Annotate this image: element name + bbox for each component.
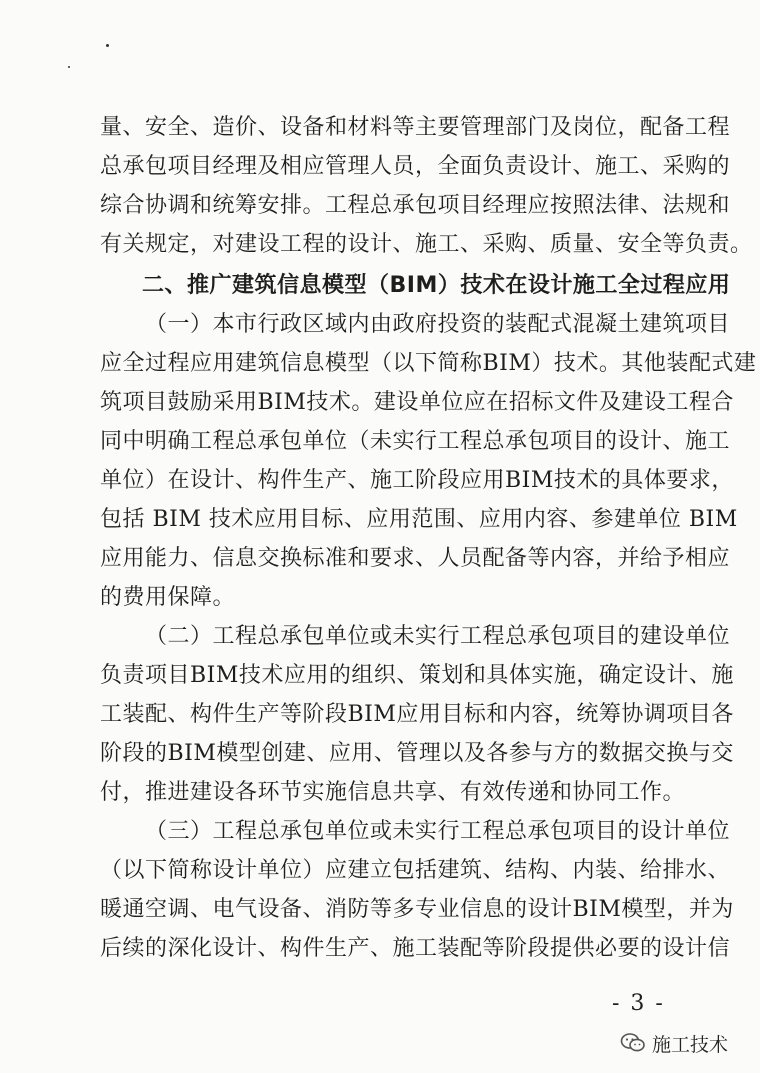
body-line: 单位）在设计、构件生产、施工阶段应用BIM技术的具体要求， xyxy=(100,468,734,493)
scan-speck xyxy=(68,66,70,68)
body-line: 负责项目BIM技术应用的组织、策划和具体实施，确定设计、施 xyxy=(100,663,734,688)
watermark-label: 施工技术 xyxy=(652,1033,729,1056)
wechat-icon xyxy=(620,1032,646,1054)
body-line: 工装配、构件生产等阶段BIM应用目标和内容，统筹协调项目各 xyxy=(100,702,734,727)
body-line: 的费用保障。 xyxy=(100,585,236,610)
body-line: （以下简称设计单位）应建立包括建筑、结构、内装、给排水、 xyxy=(100,858,731,883)
body-line: 有关规定，对建设工程的设计、施工、采购、质量、安全等负责。 xyxy=(100,232,753,257)
body-line: 总承包项目经理及相应管理人员，全面负责设计、施工、采购的 xyxy=(100,154,731,179)
body-line: 综合协调和统筹安排。工程总承包项目经理应按照法律、法规和 xyxy=(100,193,731,218)
body-line: 应全过程应用建筑信息模型（以下简称BIM）技术。其他装配式建 xyxy=(100,351,757,376)
body-line: 应用能力、信息交换标准和要求、人员配备等内容，并给予相应 xyxy=(100,546,731,571)
body-line: 付，推进建设各环节实施信息共享、有效传递和协同工作。 xyxy=(100,780,686,805)
paragraph-first-line: （一）本市行政区域内由政府投资的装配式混凝土建筑项目 xyxy=(145,312,731,337)
page-number: - 3 - xyxy=(612,991,665,1016)
paragraph-first-line: （三）工程总承包单位或未实行工程总承包项目的设计单位 xyxy=(145,819,731,844)
body-line: 包括 BIM 技术应用目标、应用范围、应用内容、参建单位 BIM xyxy=(100,507,738,532)
body-line: 暖通空调、电气设备、消防等多专业信息的设计BIM模型，并为 xyxy=(100,897,734,922)
section-heading: 二、推广建筑信息模型（BIM）技术在设计施工全过程应用 xyxy=(142,273,731,298)
body-line: 量、安全、造价、设备和材料等主要管理部门及岗位，配备工程 xyxy=(100,115,731,140)
body-line: 同中明确工程总承包单位（未实行工程总承包项目的设计、施工 xyxy=(100,429,731,454)
watermark xyxy=(620,1030,728,1056)
paragraph-first-line: （二）工程总承包单位或未实行工程总承包项目的建设单位 xyxy=(145,624,731,649)
scan-speck xyxy=(106,44,109,47)
body-line: 阶段的BIM模型创建、应用、管理以及各参与方的数据交换与交 xyxy=(100,741,734,766)
body-line: 筑项目鼓励采用BIM技术。建设单位应在招标文件及建设工程合 xyxy=(100,390,734,415)
body-line: 后续的深化设计、构件生产、施工装配等阶段提供必要的设计信 xyxy=(100,936,731,961)
